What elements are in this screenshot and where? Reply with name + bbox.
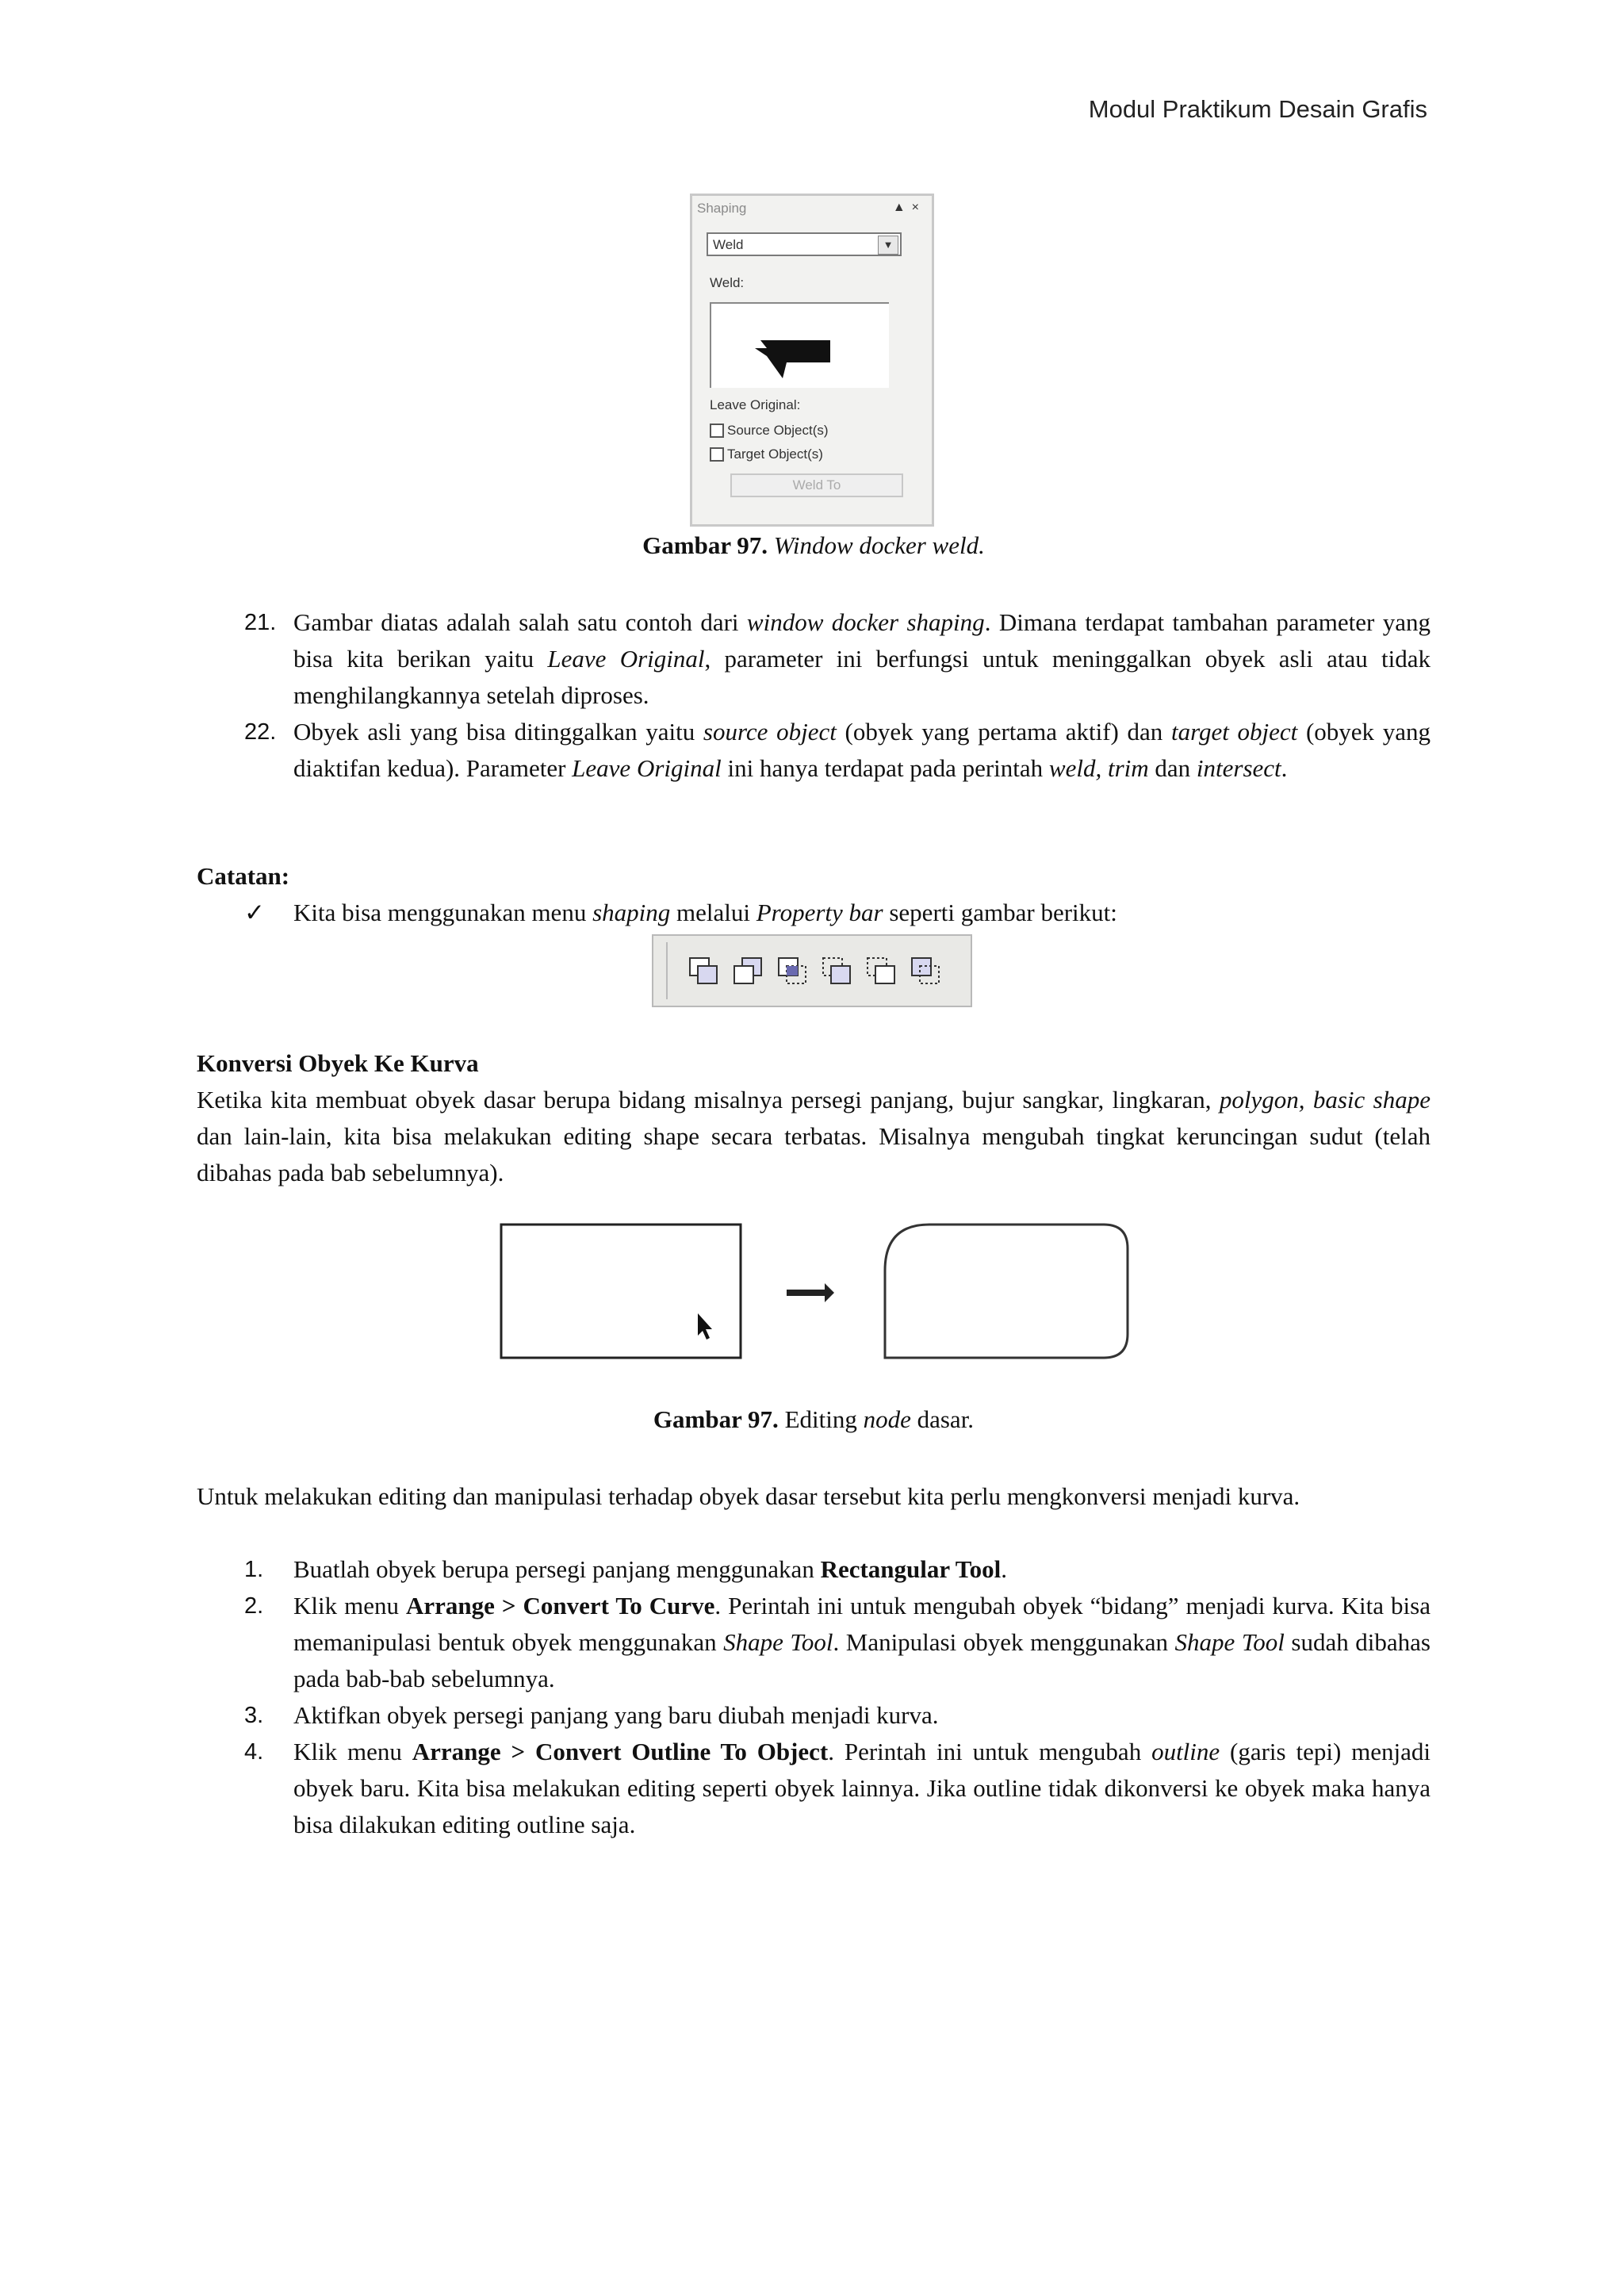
numbered-list-1 xyxy=(197,604,1431,787)
docker-window-buttons: ▲× xyxy=(892,201,925,214)
catatan-heading: Catatan: xyxy=(197,862,290,890)
check-icon: ✓ xyxy=(244,899,265,927)
shaping-mode-value: Weld xyxy=(713,237,744,252)
list-item: 22. Obyek asli yang bisa ditinggalkan yaitu source object (obyek yang pertama aktif) dan target object (obyek yang diaktifan kedua). Parameter Leave Original ini hanya terdapat pada perintah weld, trim dan intersect. xyxy=(244,718,1431,782)
section-paragraph: Ketika kita membuat obyek dasar berupa bidang misalnya persegi panjang, bujur sangkar, lingkaran, polygon, basic shape dan lain-lain, kita bisa melakukan editing shape secara terbatas. Misalnya mengubah tingkat keruncingan sudut (telah dibahas pada bab sebelumnya). xyxy=(197,1086,1431,1186)
list-item: 21. Gambar diatas adalah salah satu contoh dari window docker shaping. Dimana terdapat tambahan parameter yang bisa kita berikan yaitu Leave Original, parameter ini berfungsi untuk meninggalkan obyek asli atau tidak menghilangkannya setelah diproses. xyxy=(244,608,1431,709)
weld-label: Weld: xyxy=(710,275,745,290)
shaping-mode-select[interactable] xyxy=(707,232,902,256)
target-objects-label: Target Object(s) xyxy=(727,447,823,462)
source-objects-label: Source Object(s) xyxy=(727,423,829,438)
simplify-icon[interactable] xyxy=(815,951,860,991)
chevron-down-icon[interactable]: ▼ xyxy=(878,236,898,255)
shaping-docker-figure xyxy=(690,194,934,527)
rounded-rectangle-shape xyxy=(885,1225,1128,1358)
numbered-list-2 xyxy=(197,1551,1431,1843)
rectangle-shape xyxy=(501,1225,741,1358)
intro-paragraph: Untuk melakukan editing dan manipulasi terhadap obyek dasar tersebut kita perlu mengkonversi menjadi kurva. xyxy=(197,1482,1300,1510)
docker-titlebar xyxy=(697,201,925,218)
weld-shape-icon xyxy=(711,304,889,388)
front-minus-back-icon[interactable] xyxy=(860,951,904,991)
weld-icon[interactable] xyxy=(682,951,726,991)
toolbar-grip xyxy=(666,942,671,999)
leave-original-label: Leave Original: xyxy=(710,397,801,412)
arrow-right-icon xyxy=(787,1283,834,1302)
list-item: 2. Klik menu Arrange > Convert To Curve. Perintah ini untuk mengubah obyek “bidang” menjadi kurva. Kita bisa memanipulasi bentuk obyek menggunakan Shape Tool. Manipulasi obyek menggunakan Shape Tool sudah dibahas pada bab-bab sebelumnya. xyxy=(244,1592,1431,1692)
trim-icon[interactable] xyxy=(726,951,771,991)
section-heading: Konversi Obyek Ke Kurva xyxy=(197,1049,479,1077)
docker-title: Shaping xyxy=(697,201,747,216)
checkbox-icon[interactable] xyxy=(710,447,724,462)
weld-to-button[interactable]: Weld To xyxy=(730,473,903,497)
page-header: Modul Praktikum Desain Grafis xyxy=(1088,95,1427,123)
shaping-property-bar xyxy=(652,934,972,1007)
checkbox-icon[interactable] xyxy=(710,424,724,438)
figure-caption-2: Gambar 97. Editing node dasar. xyxy=(653,1405,975,1433)
source-objects-checkbox[interactable] xyxy=(710,423,829,439)
editing-node-figure xyxy=(492,1218,1134,1363)
list-item: 3. Aktifkan obyek persegi panjang yang baru diubah menjadi kurva. xyxy=(244,1701,939,1729)
list-item: 4. Klik menu Arrange > Convert Outline To Object. Perintah ini untuk mengubah outline (garis tepi) menjadi obyek baru. Kita bisa melakukan editing seperti obyek lainnya. Jika outline tidak dikonversi ke obyek maka hanya bisa dilakukan editing outline saja. xyxy=(244,1738,1431,1838)
back-minus-front-icon[interactable] xyxy=(904,951,948,991)
figure-caption-1: Gambar 97. Window docker weld. xyxy=(642,531,985,559)
list-item: 1. Buatlah obyek berupa persegi panjang menggunakan Rectangular Tool. xyxy=(244,1555,1007,1583)
weld-preview xyxy=(710,302,889,388)
target-objects-checkbox[interactable] xyxy=(710,447,823,462)
intersect-icon[interactable] xyxy=(771,951,815,991)
catatan-item: ✓ Kita bisa menggunakan menu shaping melalui Property bar seperti gambar berikut: xyxy=(244,895,1117,931)
